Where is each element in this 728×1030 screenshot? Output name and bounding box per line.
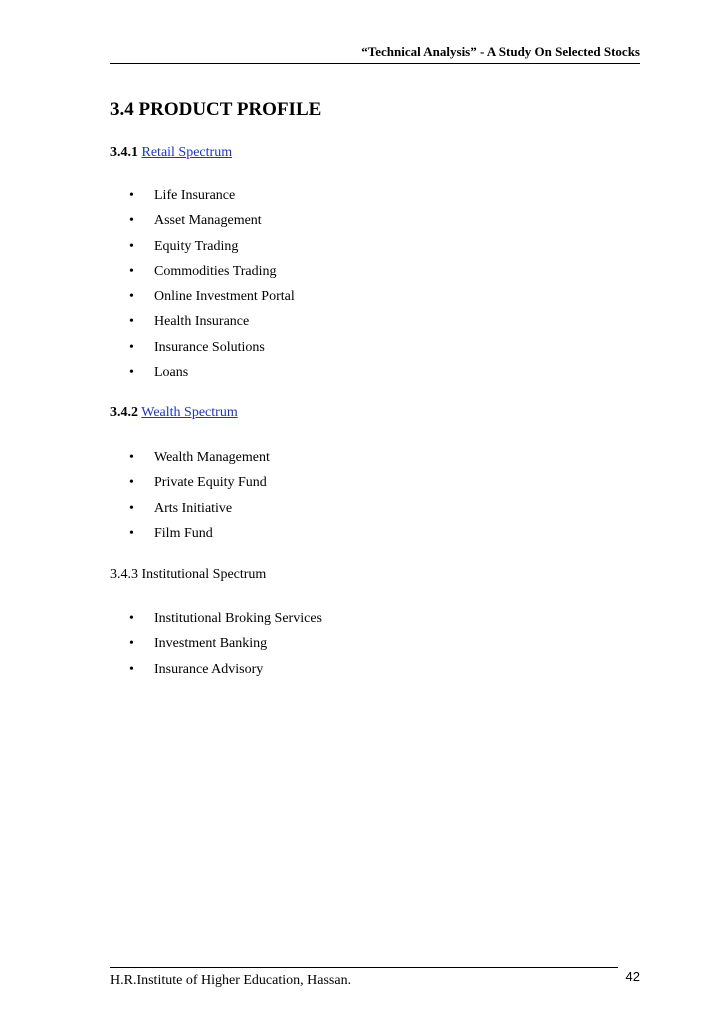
- subsection-heading-wealth: [110, 405, 238, 421]
- subsection-heading-retail: [110, 145, 232, 161]
- footer-divider: [110, 967, 618, 968]
- footer-institution: H.R.Institute of Higher Education, Hassan.: [110, 973, 352, 988]
- list-item: • Wealth Management: [110, 448, 270, 473]
- subsection-heading-institutional: [110, 567, 266, 583]
- bullet-icon: •: [129, 636, 134, 652]
- institutional-spectrum-list: [110, 609, 322, 685]
- list-item: • Film Fund: [110, 524, 270, 549]
- list-item: • Private Equity Fund: [110, 473, 270, 498]
- header-divider: [110, 63, 640, 64]
- list-item: • Insurance Advisory: [110, 660, 322, 685]
- subsection-label: Institutional Spectrum: [141, 567, 267, 582]
- bullet-icon: •: [129, 188, 134, 203]
- bullet-icon: •: [129, 475, 134, 491]
- bullet-icon: •: [129, 263, 134, 279]
- bullet-icon: •: [129, 525, 134, 541]
- list-item: • Institutional Broking Services: [110, 609, 322, 634]
- wealth-spectrum-link[interactable]: Wealth Spectrum: [141, 405, 238, 420]
- bullet-icon: •: [129, 611, 134, 626]
- list-item: • Asset Management: [110, 211, 295, 236]
- list-item: • Commodities Trading: [110, 262, 295, 287]
- bullet-icon: •: [129, 314, 134, 330]
- list-item: • Investment Banking: [110, 634, 322, 659]
- running-header: “Technical Analysis” - A Study On Selected Stocks: [361, 44, 640, 59]
- retail-spectrum-link[interactable]: Retail Spectrum: [141, 145, 233, 160]
- list-item: • Health Insurance: [110, 312, 295, 337]
- list-item: • Arts Initiative: [110, 499, 270, 524]
- list-item: • Life Insurance: [110, 186, 295, 211]
- retail-spectrum-list: [110, 186, 295, 388]
- bullet-icon: •: [129, 500, 134, 516]
- bullet-icon: •: [129, 365, 134, 381]
- section-title: 3.4 PRODUCT PROFILE: [110, 99, 322, 120]
- list-item: • Equity Trading: [110, 237, 295, 262]
- bullet-icon: •: [129, 238, 134, 254]
- list-item: • Insurance Solutions: [110, 338, 295, 363]
- subsection-number: 3.4.2: [110, 405, 138, 420]
- bullet-icon: •: [129, 450, 134, 465]
- wealth-spectrum-list: [110, 448, 270, 549]
- bullet-icon: •: [129, 339, 134, 355]
- subsection-number: 3.4.3: [110, 567, 138, 582]
- bullet-icon: •: [129, 213, 134, 229]
- list-item: • Online Investment Portal: [110, 287, 295, 312]
- bullet-icon: •: [129, 661, 134, 677]
- list-item: • Loans: [110, 363, 295, 388]
- page-number: 42: [625, 969, 640, 984]
- subsection-number: 3.4.1: [110, 145, 138, 160]
- bullet-icon: •: [129, 289, 134, 305]
